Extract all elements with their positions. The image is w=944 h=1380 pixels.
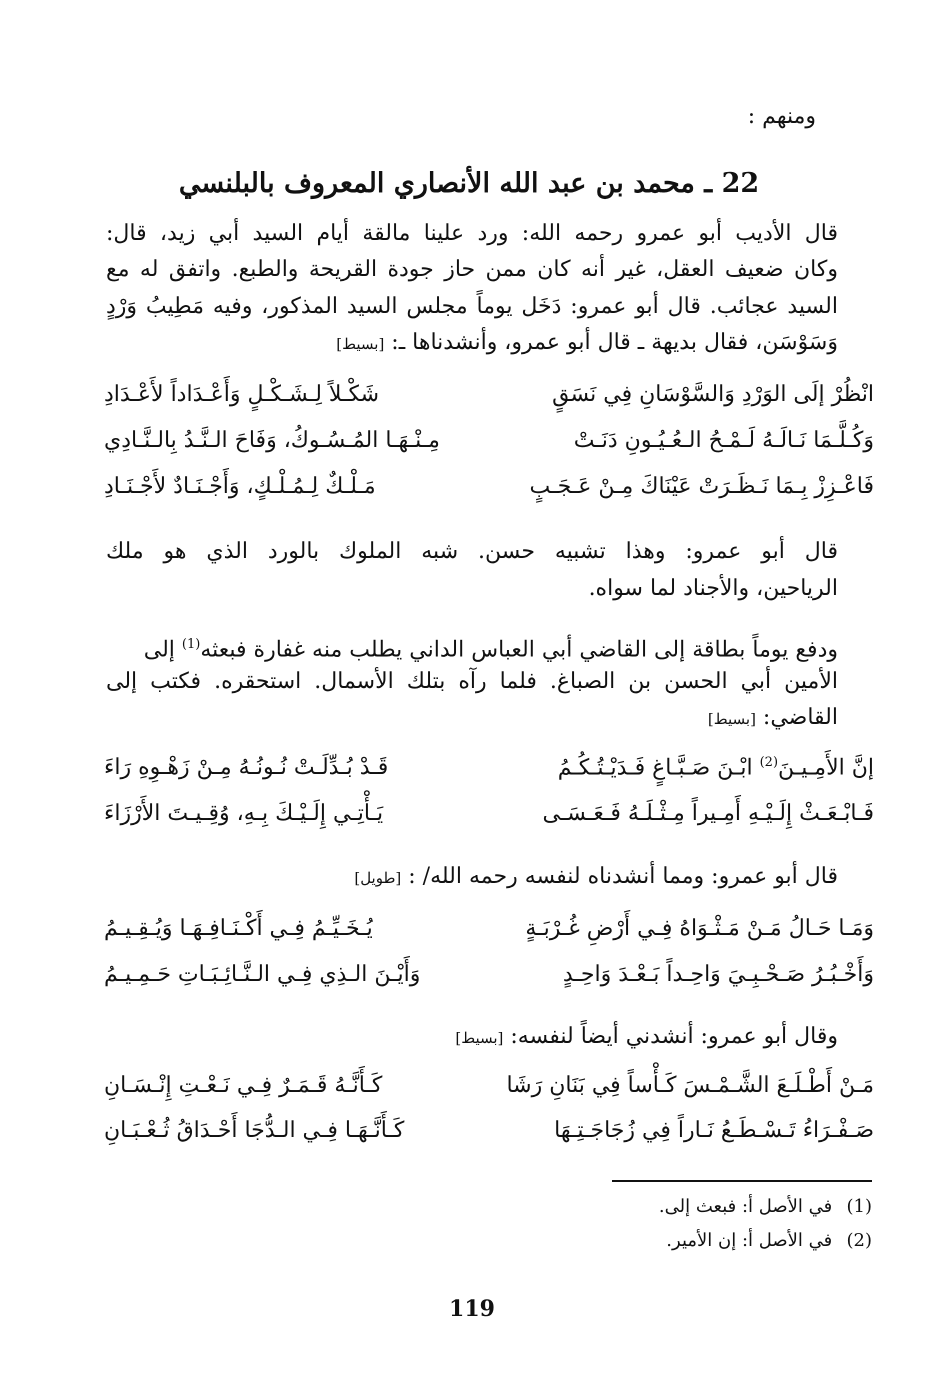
paragraph-3-line-1-tail: إلى: [143, 637, 182, 663]
poem-1-verse-1-second-half: شَكْـلاً لِـشَـكْـلٍ وَأَعْـدَاداً لأَعْـدَادِ: [104, 382, 380, 407]
footnote-divider: [612, 1180, 872, 1182]
footnote-1-number: (1): [846, 1196, 872, 1217]
poem-4-verse-2-second-half: كَـأَنَّـهَـا فِـي الـدُّجَا أَحْـدَاقُ ثُـعْـبَـانِ: [104, 1118, 405, 1143]
poem-4-verse-1-second-half: كَـأَنَّـهُ قَـمَـرٌ فِـي نَـعْـتِ إِنْـسَـانِ: [104, 1073, 383, 1098]
paragraph-2-line-1: قال أبو عمرو: وهذا تشبيه حسن. شبه الملوك بالورد الذي هو ملك: [106, 539, 838, 564]
poem-1-verse-2-first-half: وَكُـلَّـمَا نَـالَـهُ لَـمْـحُ الـعُـيُـونِ دَنَـتْ: [573, 428, 874, 453]
paragraph-1-line-1: قال الأديب أبو عمرو رحمه الله: ورد علينا مالقة أيام السيد أبي زيد، قال:: [106, 221, 838, 246]
paragraph-3-line-3-text: القاضي:: [762, 705, 838, 730]
paragraph-4-line-1: [106, 860, 838, 895]
poem-2-verse-1-second-half: قَـدْ بُـدِّلَـتْ نُـونُـهُ مِـنْ زَهْـوِهِ رَاءَ: [104, 755, 389, 780]
poem-1-verse-1-first-half: انْظُرْ إلَى الوَرْدِ وَالسَّوْسَانِ فِي نَسَقٍ: [552, 382, 874, 407]
poem-1-verse-3-first-half: فَاعْـزِزْ بِـمَا نَـظَـرَتْ عَيْنَاكَ مِـنْ عَـجَـبٍ: [529, 474, 874, 499]
poem-2-verse-1-part-a: إنَّ الأَمِـيـنَ: [778, 755, 874, 781]
poem-3-verse-2-second-half: وَأَيْـنَ الـذِي فِـي الـنَّـائِـبَـاتِ حَـمِـيـمُ: [104, 962, 421, 987]
footnote-2: [666, 1230, 872, 1251]
poem-4-verse-1-first-half: مَـنْ أَطْـلَـعَ الشَّـمْـسَ كَـأْساً فِي بَنَانِ رَشَا: [506, 1073, 874, 1098]
paragraph-3-line-1: [106, 628, 838, 667]
poem-2-verse-2-first-half: فَـابْـعَـثْ إِلَـيْـهِ أَمِـيراً مِـثْـلَـهُ فَـعَـسَـى: [542, 801, 874, 826]
intro-text: ومنهم :: [747, 104, 816, 129]
poem-3-verse-2-first-half: وَأَخْـبُـرُ صَـحْـبِـيَ وَاحِـداً بَـعْـدَ وَاحِـدٍ: [562, 962, 874, 987]
footnote-ref-1: (1): [181, 637, 201, 652]
paragraph-1-line-4-text: وَسَوْسَن، فقال بديهة ـ قال أبو عمرو، وأنشدناها ـ:: [391, 330, 838, 355]
section-heading: 22 ـ محمد بن عبد الله الأنصاري المعروف بالبلنسي: [178, 168, 760, 199]
paragraph-5-line-1: [106, 1020, 838, 1055]
paragraph-3-line-1-text: ودفع يوماً بطاقة إلى القاضي أبي العباس الداني يطلب منه غفارة فبعثه: [200, 637, 838, 663]
paragraph-4-text: قال أبو عمرو: ومما أنشدناه لنفسه رحمه الله/ :: [408, 864, 838, 889]
paragraph-2-line-2: الرياحين، والأجناد لما سواه.: [588, 576, 838, 601]
footnote-2-text: في الأصل أ: إن الأمير.: [666, 1230, 833, 1251]
meter-label: [طويل]: [354, 869, 402, 887]
paragraph-1-line-4: [106, 326, 838, 361]
footnote-2-number: (2): [846, 1230, 872, 1251]
meter-label: [بسيط]: [707, 710, 756, 728]
poem-4-verse-2-first-half: صَـفْـرَاءُ تَـسْـطَـعُ نَـاراً فِي زُجَاجَـتِـهَا: [554, 1118, 874, 1143]
footnote-1: [659, 1196, 872, 1217]
poem-2-verse-1-part-b: ابْـنَ صَـبَّـاغٍ فَـدَيْـتُـكُـمُ: [557, 755, 760, 781]
paragraph-1-line-3: السيد عجائب. قال أبو عمرو: دَخَل يوماً مجلس السيد المذكور، وفيه مَطِيبُ وَرْدٍ: [106, 294, 838, 319]
poem-3-verse-1-second-half: يُـخَـيِّـمُ فِـي أَكْـنَـافِـهَـا وَيُـقِـيـمُ: [104, 916, 373, 941]
poem-2-verse-2-second-half: يَـأْتِـي إِلَـيْـكَ بِـهِ، وُقِـيـتَ الأَرْزَاءَ: [104, 801, 384, 826]
meter-label: [بسيط]: [455, 1029, 504, 1047]
footnote-1-text: في الأصل أ: فبعث إلى.: [658, 1196, 833, 1217]
paragraph-1-line-2: وكان ضعيف العقل، غير أنه كان ممن حاز جودة القريحة والطبع. واتفق له مع: [106, 257, 838, 282]
paragraph-3-line-2: الأمين أبي الحسن بن الصباغ. فلما رآه بتلك الأسمال. استحقره. فكتب إلى: [106, 669, 838, 694]
poem-1-verse-3-second-half: مَـلْـكٌ لِـمُـلْـكٍ، وَأَجْـنَـادٌ لأَجْـنَـادِ: [104, 474, 376, 499]
meter-label: [بسيط]: [336, 335, 385, 353]
poem-2-verse-1-first-half: [514, 755, 874, 780]
poem-3-verse-1-first-half: وَمَـا حَـالُ مَـنْ مَـثْـوَاهُ فِـي أَرْضِ غُـرْبَـةٍ: [525, 916, 874, 941]
page-number: 119: [449, 1296, 495, 1322]
footnote-ref-2: (2): [759, 755, 779, 770]
paragraph-3-line-3: [106, 701, 838, 736]
paragraph-5-text: وقال أبو عمرو: أنشدني أيضاً لنفسه:: [510, 1024, 838, 1049]
poem-1-verse-2-second-half: مِـنْـهَـا المُـسُـوكُ، وَفَاحَ الـنَّـدُ بِالـنَّـادِي: [104, 428, 440, 453]
